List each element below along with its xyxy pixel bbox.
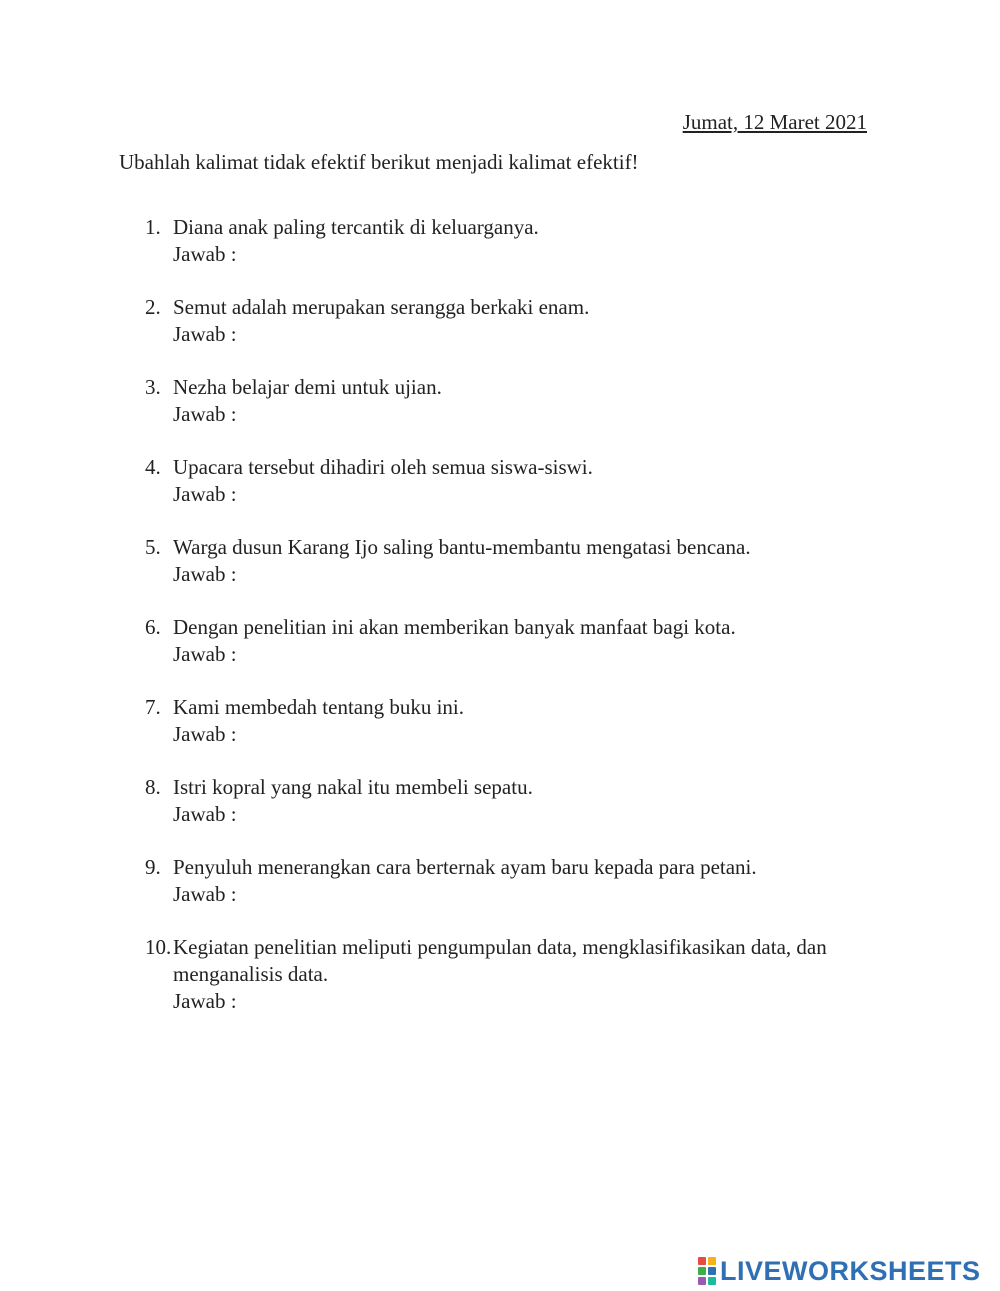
answer-label: Jawab : (173, 482, 237, 506)
question-text: Warga dusun Karang Ijo saling bantu-membantu mengatasi bencana. (173, 535, 751, 559)
question-number: 3. (145, 375, 161, 399)
logo-text: LIVEWORKSHEETS (720, 1255, 981, 1286)
logo-icon (698, 1257, 716, 1285)
question-text: Penyuluh menerangkan cara berternak ayam baru kepada para petani. (173, 855, 757, 879)
logo-block (708, 1277, 716, 1285)
question-item (145, 294, 865, 348)
logo-block (708, 1267, 716, 1275)
answer-label: Jawab : (173, 562, 237, 586)
question-number: 5. (145, 535, 161, 559)
question-item (145, 694, 865, 748)
question-item (145, 614, 865, 668)
question-item (145, 454, 865, 508)
answer-label: Jawab : (173, 642, 237, 666)
question-text: Diana anak paling tercantik di keluarganya. (173, 215, 539, 239)
question-item (145, 934, 865, 1015)
question-text: Nezha belajar demi untuk ujian. (173, 375, 442, 399)
answer-label: Jawab : (173, 882, 237, 906)
answer-label: Jawab : (173, 722, 237, 746)
logo-block (708, 1257, 716, 1265)
question-text: Semut adalah merupakan serangga berkaki enam. (173, 295, 590, 319)
logo-block (698, 1257, 706, 1265)
liveworksheets-logo (698, 1256, 981, 1286)
answer-label: Jawab : (173, 989, 237, 1013)
question-text: Upacara tersebut dihadiri oleh semua siswa-siswi. (173, 455, 593, 479)
question-number: 9. (145, 855, 161, 879)
question-item (145, 854, 865, 908)
question-text: menganalisis data. (173, 962, 329, 986)
worksheet-date: Jumat, 12 Maret 2021 (682, 110, 867, 134)
question-number: 1. (145, 215, 161, 239)
answer-label: Jawab : (173, 322, 237, 346)
question-text: Istri kopral yang nakal itu membeli sepatu. (173, 775, 533, 799)
question-number: 4. (145, 455, 161, 479)
question-number: 7. (145, 695, 161, 719)
instruction-text: Ubahlah kalimat tidak efektif berikut menjadi kalimat efektif! (119, 150, 639, 174)
question-text: Kami membedah tentang buku ini. (173, 695, 465, 719)
question-number: 2. (145, 295, 161, 319)
question-number: 10. (145, 935, 172, 959)
answer-label: Jawab : (173, 402, 237, 426)
logo-block (698, 1267, 706, 1275)
question-item (145, 374, 865, 428)
answer-label: Jawab : (173, 802, 237, 826)
question-list (145, 214, 865, 1041)
question-item (145, 774, 865, 828)
question-text: Dengan penelitian ini akan memberikan banyak manfaat bagi kota. (173, 615, 736, 639)
answer-label: Jawab : (173, 242, 237, 266)
question-number: 6. (145, 615, 161, 639)
logo-block (698, 1277, 706, 1285)
question-item (145, 534, 865, 588)
question-item (145, 214, 865, 268)
question-text: Kegiatan penelitian meliputi pengumpulan data, mengklasifikasikan data, dan (173, 935, 827, 959)
question-number: 8. (145, 775, 161, 799)
